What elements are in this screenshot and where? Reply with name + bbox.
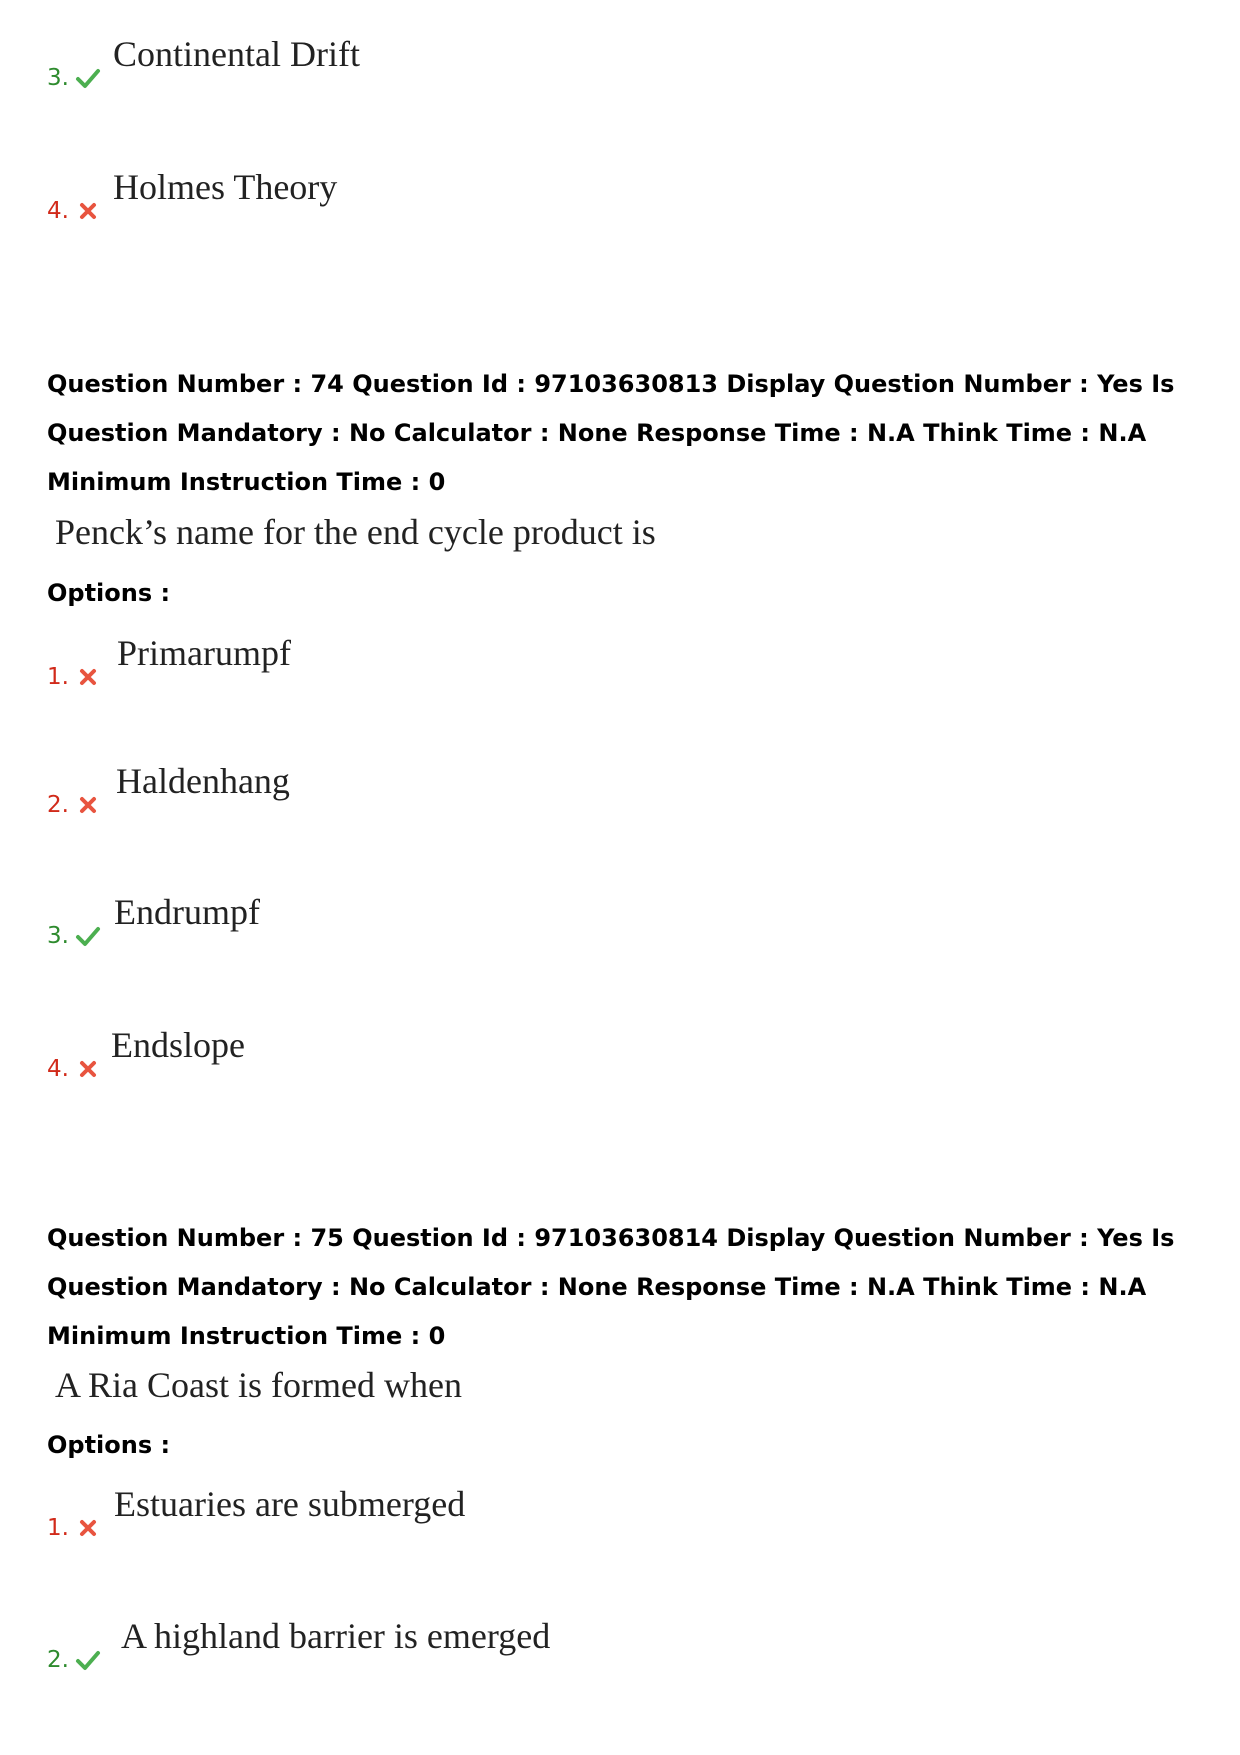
option-text: Endrumpf [114,892,260,932]
option-number: 1. [47,1515,69,1541]
question-meta: Question Number : 75 Question Id : 97103630814 Display Question Number : Yes Is Question Mandatory : No Calculator : None Response Time : N.A Think Time : N.A Minimum Instruction Time : 0 [47,1224,1175,1350]
option-text: Primarumpf [117,633,291,673]
cross-icon [75,793,101,817]
option-number: 2. [47,792,69,818]
cross-icon [75,1516,101,1540]
option-number: 3. [47,65,69,91]
option-number: 3. [47,923,69,949]
option-number: 4. [47,198,69,224]
option-number: 4. [47,1056,69,1082]
question-text: A Ria Coast is formed when [55,1365,462,1405]
option-text: Endslope [111,1025,245,1065]
check-icon [75,66,101,90]
option-text: Holmes Theory [113,167,338,207]
option-number: 1. [47,664,69,690]
cross-icon [75,665,101,689]
option-text: Estuaries are submerged [114,1484,466,1524]
cross-icon [75,199,101,223]
options-label: Options : [47,1431,171,1459]
option-text: A highland barrier is emerged [121,1616,551,1656]
option-number: 2. [47,1647,69,1673]
check-icon [75,1648,101,1672]
question-meta: Question Number : 74 Question Id : 97103630813 Display Question Number : Yes Is Question Mandatory : No Calculator : None Response Time : N.A Think Time : N.A Minimum Instruction Time : 0 [47,370,1175,496]
option-text: Continental Drift [113,34,360,74]
cross-icon [75,1057,101,1081]
options-label: Options : [47,579,171,607]
check-icon [75,924,101,948]
question-text: Penck’s name for the end cycle product is [55,512,656,552]
option-text: Haldenhang [116,761,290,801]
